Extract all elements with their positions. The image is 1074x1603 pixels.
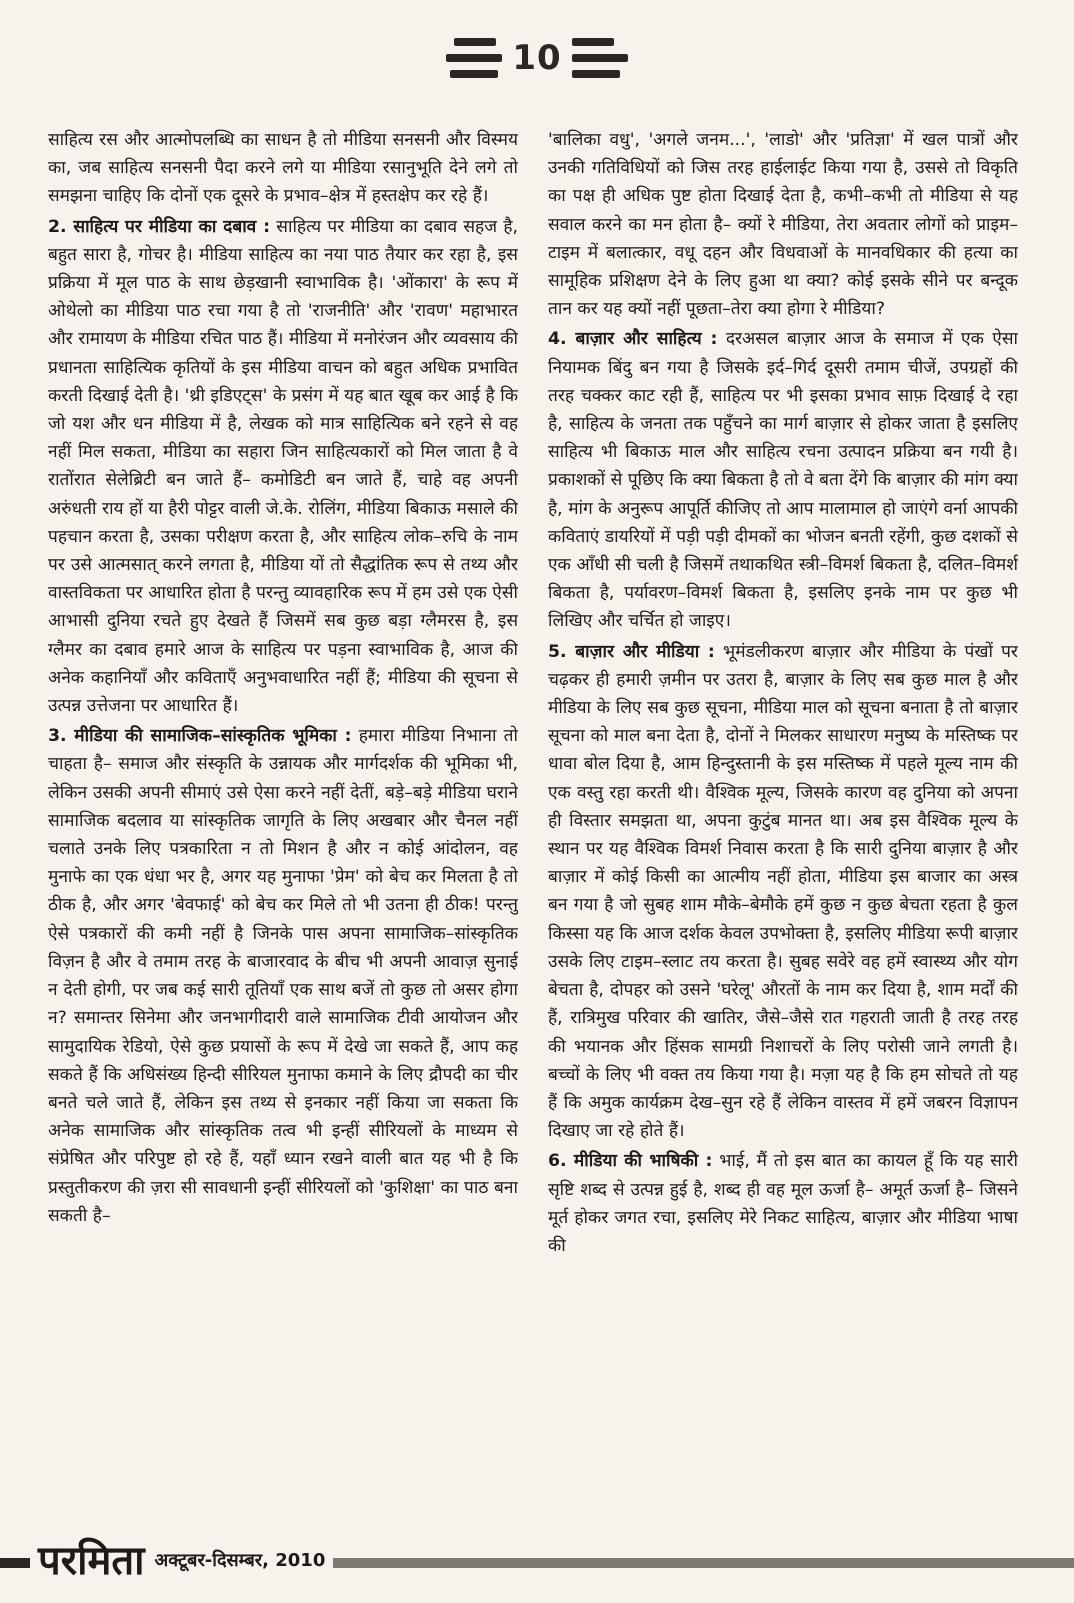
continuation-paragraph: 'बालिका वधु', 'अगले जनम...', 'लाडो' और 'प्रतिज्ञा' में खल पात्रों और उनकी गतिविधियों को जिस तरह हाईलाईट किया गया है, उससे तो विकृति का पक्ष ही अधिक पुष्ट होता दिखाई देता है, कभी–कभी तो मीडिया से यह सवाल करने का मन होता है– क्यों रे मीडिया, तेरा अवतार लोगों को प्राइम–टाइम में बलात्कार, वधू दहन और विधवाओं के मानवधिकार की हत्या का सामूहिक प्रशिक्षण देने के लिए हुआ था क्या? कोई इसके सीने पर बन्दूक तान कर यह क्यों नहीं पूछता–तेरा क्या होगा रे मीडिया?	[548, 130, 1018, 320]
section-4-body: दरअसल बाज़ार आज के समाज में एक ऐसा नियामक बिंदु बन गया है जिसके इर्द–गिर्द दूसरी तमाम चीजें, उपग्रहों की तरह चक्कर काट रही हैं, साहित्य पर भी इसका प्रभाव साफ़ दिखाई दे रहा है, साहित्य के जनता तक पहुँचने का मार्ग बाज़ार से होकर जाता है इसलिए साहित्य भी बिकाऊ माल और साहित्य रचना उत्पादन प्रक्रिया बन गयी है। प्रकाशकों से पूछिए कि क्या बिकता है तो वे बता देंगे कि बाज़ार की मांग क्या है, मांग के अनुरूप आपूर्ति कीजिए तो आप मालामाल हो जाएंगे वर्ना आपकी कविताएं डायरियों में पड़ी पड़ी दीमकों का भोजन बनती रहेंगी, कुछ दशकों से एक आँधी सी चली है जिसमें तथाकथित स्त्री–विमर्श बिकता है, दलित–विमर्श बिकता है, पर्यावरण–विमर्श बिकता है, इसलिए इनके नाम पर कुछ भी लिखिए और चर्चित हो जाइए।	[548, 329, 1018, 632]
footer-rule-accent	[0, 1558, 30, 1568]
page-number: 10	[512, 38, 562, 78]
section-3	[48, 722, 518, 1230]
section-6	[548, 1147, 1018, 1260]
section-3-heading: 3. मीडिया की सामाजिक–सांस्कृतिक भूमिका :	[48, 726, 352, 747]
page-header	[0, 28, 1074, 88]
issue-date: अक्टूबर-दिसम्बर, 2010	[154, 1550, 326, 1571]
section-5-heading: 5. बाज़ार और मीडिया :	[548, 641, 715, 662]
section-2	[48, 213, 518, 721]
right-ornament-icon	[572, 38, 628, 78]
right-column	[548, 126, 1018, 1500]
section-5-body: भूमंडलीकरण बाज़ार और मीडिया के पंखों पर चढ़कर ही हमारी ज़मीन पर उतरा है, बाज़ार के लिए सब कुछ माल है और मीडिया के लिए सब कुछ सूचना, मीडिया माल को सूचना बनाता है तो बाज़ार सूचना को माल बना देता है, दोनों ने मिलकर साधारण मनुष्य के मस्तिष्क पर धावा बोल दिया है, आम हिन्दुस्तानी के इस मस्तिष्क में पहले मूल्य नाम की एक वस्तु रहा करती थी। वैश्विक मूल्य, जिसके कारण वह दुनिया को अपना ही विस्तार समझता था, अपना कुटुंब मानत था। अब इस वैश्विक मूल्य के स्थान पर यह वैश्विक विमर्श निवास करता है कि सारी दुनिया बाज़ार है और बाज़ार में कोई किसी का आत्मीय नहीं होता, मीडिया इस बाजार का अस्त्र बन गया है जो सुबह शाम मौके–बेमौके हमें कुछ न कुछ बेचता रहता है कुल किस्सा यह कि आज दर्शक केवल उपभोक्ता है, इसलिए मीडिया रूपी बाज़ार उसके लिए टाइम–स्लाट तय करता है। सुबह सवेरे वह हमें स्वास्थ्य और योग बेचता है, दोपहर को उसने 'घरेलू' औरतों के नाम कर दिया है, शाम मर्दों की हैं, रात्रिमुख परिवार की खातिर, जैसे–जैसे रात गहराती जाती है तरह तरह की भयानक और हिंसक सामग्री निशाचरों के लिए परोसी जाने लगती है। बच्चों के लिए भी वक्त तय किया गया है। मज़ा यह है कि हम सोचते तो यह हैं कि अमुक कार्यक्रम देख–सुन रहे हैं लेकिन वास्तव में हमें जबरन विज्ञापन दिखाए जा रहे होते हैं।	[548, 641, 1018, 1142]
left-ornament-icon	[446, 38, 502, 78]
section-3-body: हमारा मीडिया निभाना तो चाहता है– समाज और संस्कृति के उन्नायक और मार्गदर्शक की भूमिका भी, लेकिन उसकी अपनी सीमाएं उसे ऐसा करने नहीं देतीं, बड़े–बड़े मीडिया घराने सामाजिक बदलाव या सांस्कृतिक जागृति के लिए अखबार और चैनल नहीं चलाते उनके लिए पत्रकारिता न तो मिशन है और न कोई आंदोलन, वह मुनाफे का एक धंधा भर है, अगर यह मुनाफा 'प्रेम' को बेच कर मिलता है तो ठीक है, और अगर 'बेवफाई' को बेच कर मिले तो भी उतना ही ठीक! परन्तु ऐसे पत्रकारों की कमी नहीं है जिनके पास अपना सामाजिक–सांस्कृतिक विज़न है और वे तमाम तरह के बाजारवाद के बीच भी अपनी आवाज़ सुनाई न देती होगी, पर जब कई सारी तूतियाँ एक साथ बजें तो कुछ तो असर होगा न? समान्तर सिनेमा और जनभागीदारी वाले सामाजिक टीवी आयोजन और सामुदायिक रेडियो, ऐसे कुछ प्रयासों के रूप में देखे जा सकते हैं, आप कह सकते हैं कि अधिसंख्य हिन्दी सीरियल मुनाफा कमाने के लिए द्रौपदी का चीर बनते चले जाते हैं, लेकिन इस तथ्य से इनकार नहीं किया जा सकता कि अनेक सामाजिक और सांस्कृतिक तत्व भी इन्हीं सीरियलों के माध्यम से संप्रेषित और परिपुष्ट हो रहे हैं, यहाँ ध्यान रखने वाली बात यह भी है कि प्रस्तुतीकरण की ज़रा सी सावधानी इन्हीं सीरियलों को 'कुशिक्षा' का पाठ बना सकती है–	[48, 726, 518, 1226]
magazine-name: परमिता	[38, 1538, 145, 1584]
section-5	[548, 638, 1018, 1146]
footer-brand-block	[30, 1538, 333, 1584]
section-4	[548, 325, 1018, 635]
section-2-body: साहित्य पर मीडिया का दबाव सहज है, बहुत सारा है, गोचर है। मीडिया साहित्य का नया पाठ तैयार कर रहा है, इस प्रक्रिया में मूल पाठ के साथ छेड़खानी स्वाभाविक है। 'ओंकारा' के रूप में ओथेलो का मीडिया पाठ रचा गया है तो 'राजनीति' और 'रावण' महाभारत और रामायण के मीडिया रचित पाठ हैं। मीडिया में मनोरंजन और व्यवसाय की प्रधानता साहित्यिक कृतियों के इस मीडिया वाचन को बहुत अधिक प्रभावित करती दिखाई देती है। 'थ्री इडिएट्स' के प्रसंग में यह बात खूब कर आई है कि जो यश और धन मीडिया में है, लेखक को मात्र साहित्यिक बने रहने से वह नहीं मिल सकता, मीडिया का सहारा जिन साहित्यकारों को मिल जाता है वे रातोंरात सेलेब्रिटी बन जाते हैं– कमोडिटी बन जाते हैं, चाहे वह अपनी अरुंधती राय हों या हैरी पोट्टर वाली जे.के. रोलिंग, मीडिया बिकाऊ मसाले की पहचान करता है, उसका परीक्षण करता है, और साहित्य लोक–रुचि के नाम पर उसे आत्मसात् करने लगता है, मीडिया यों तो सैद्धांतिक रूप से तथ्य और वास्तविकता पर आधारित होता है परन्तु व्यावहारिक रूप में हम उसे एक ऐसी आभासी दुनिया रचते हुए देखते हैं जिसमें सब कुछ बड़ा ग्लैमरस है, इस ग्लैमर का दबाव हमारे आज के साहित्य पर पड़ना स्वाभाविक है, आज की अनेक कहानियाँ और कविताएँ अनुभवाधारित नहीं हैं; मीडिया की सूचना से उत्पन्न उत्तेजना पर आधारित हैं।	[48, 216, 518, 717]
section-2-heading: 2. साहित्य पर मीडिया का दबाव :	[48, 216, 270, 237]
section-6-body: भाई, मैं तो इस बात का कायल हूँ कि यह सारी सृष्टि शब्द से उत्पन्न हुई है, शब्द ही वह मूल ऊर्जा है– अमूर्त ऊर्जा है– जिसने मूर्त होकर जगत रचा, इसलिए मेरे निकट साहित्य, बाज़ार और मीडिया भाषा की	[548, 1151, 1018, 1256]
section-4-heading: 4. बाज़ार और साहित्य :	[548, 329, 718, 350]
intro-paragraph: साहित्य रस और आत्मोपलब्धि का साधन है तो मीडिया सनसनी और विस्मय का, जब साहित्य सनसनी पैदा करने लगे या मीडिया रसानुभूति देने लगे तो समझना चाहिए कि दोनों एक दूसरे के प्रभाव–क्षेत्र में हस्तक्षेप कर रहे हैं।	[48, 130, 518, 207]
page-footer	[0, 1538, 1074, 1584]
left-column	[48, 126, 518, 1500]
section-6-heading: 6. मीडिया की भाषिकी :	[548, 1151, 713, 1172]
